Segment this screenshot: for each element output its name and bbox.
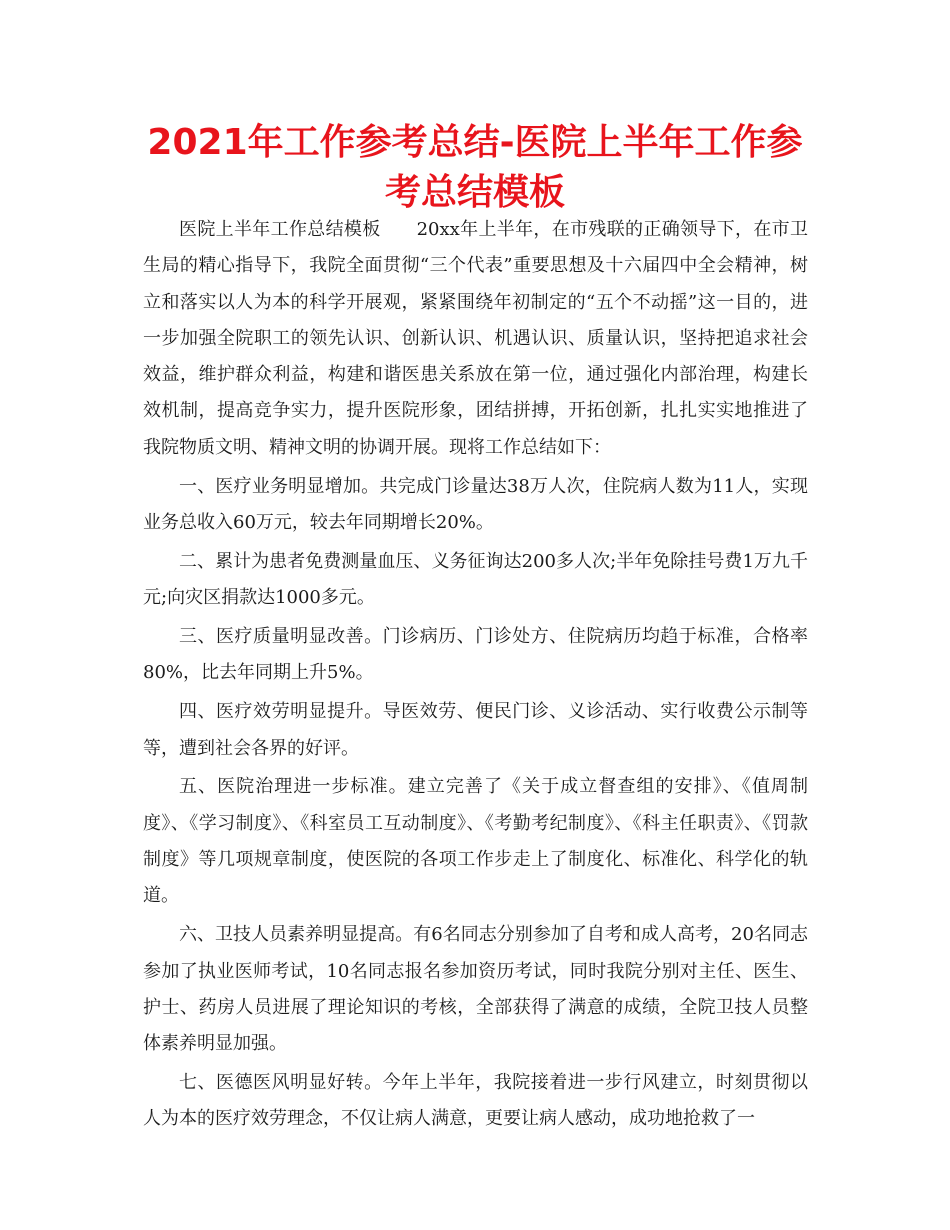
paragraph-6: 六、卫技人员素养明显提高。有6名同志分别参加了自考和成人高考，20名同志参加了执业医师考试，10名同志报名参加资历考试，同时我院分别对主任、医生、护士、药房人员进展了理论知识的考核，全部获得了满意的成绩，全院卫技人员整体素养明显加强。 [143,924,808,1055]
paragraph-4: 四、医疗效劳明显提升。导医效劳、便民门诊、义诊活动、实行收费公示制等等，遭到社会各界的好评。 [143,701,808,759]
paragraph-7: 七、医德医风明显好转。今年上半年，我院接着进一步行风建立，时刻贯彻以人为本的医疗效劳理念，不仅让病人满意，更要让病人感动，成功地抢救了一 [143,1071,808,1130]
document-body [143,212,808,1138]
document-title: 2021年工作参考总结-医院上半年工作参考总结模板 [147,122,803,213]
intro-text: 20xx年上半年，在市残联的正确领导下，在市卫生局的精心指导下，我院全面贯彻“三个代表”重要思想及十六届四中全会精神，树立和落实以人为本的科学开展观，紧紧围绕年初制定的“五个不动摇”这一目的，进一步加强全院职工的领先认识、创新认识、机遇认识、质量认识，坚持把追求社会效益，维护群众利益，构建和谐医患关系放在第一位，通过强化内部治理，构建长效机制，提高竞争实力，提升医院形象，团结拼搏，开拓创新，扎扎实实地推进了我院物质文明、精神文明的协调开展。现将工作总结如下： [143,219,808,458]
intro-paragraph [143,212,808,466]
paragraph-1: 一、医疗业务明显增加。共完成门诊量达38万人次，住院病人数为11人，实现业务总收入60万元，较去年同期增长20%。 [143,475,808,533]
paragraph-5: 五、医院治理进一步标准。建立完善了《关于成立督查组的安排》、《值周制度》、《学习制度》、《科室员工互动制度》、《考勤考纪制度》、《科主任职责》、《罚款制度》等几项规章制度，使医院的各项工作步走上了制度化、标准化、科学化的轨道。 [143,776,808,907]
intro-label: 医院上半年工作总结模板 [179,219,381,240]
paragraph-2: 二、累计为患者免费测量血压、义务征询达200多人次;半年免除挂号费1万九千元;向灾区捐款达1000多元。 [143,550,808,609]
paragraph-3: 三、医疗质量明显改善。门诊病历、门诊处方、住院病历均趋于标准，合格率80%，比去年同期上升5%。 [143,626,808,684]
